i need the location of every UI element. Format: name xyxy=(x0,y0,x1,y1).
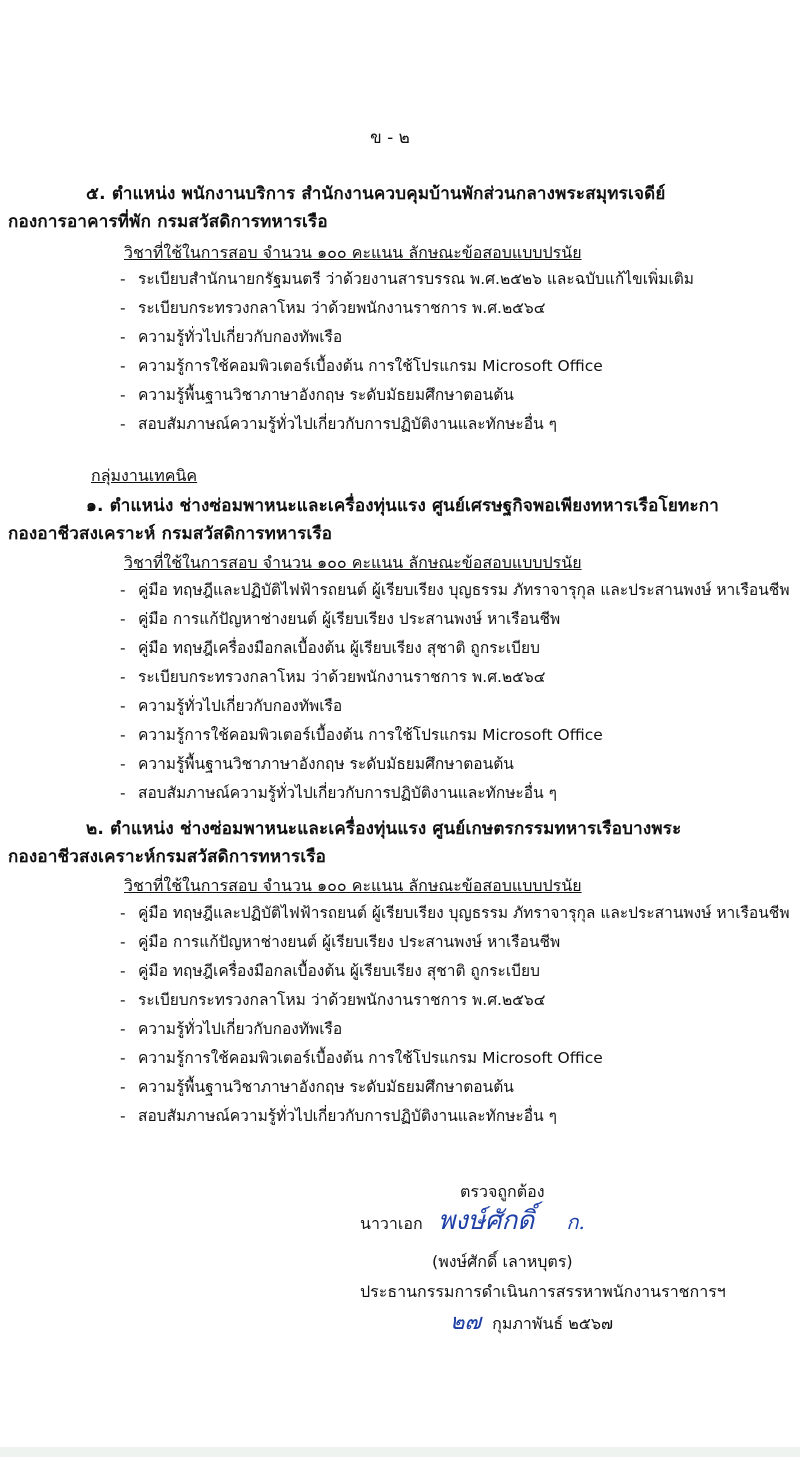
position2-title-line2: กองอาชีวสงเคราะห์กรมสวัสดิการทหารเรือ xyxy=(8,847,327,867)
scan-edge xyxy=(0,1447,800,1457)
list-item: - ความรู้การใช้คอมพิวเตอร์เบื้องต้น การใช้โปรแกรม Microsoft Office xyxy=(120,721,790,750)
date-day-handwritten: ๒๗ xyxy=(450,1310,482,1335)
list-item: - ความรู้ทั่วไปเกี่ยวกับกองทัพเรือ xyxy=(120,323,694,352)
position2-title xyxy=(8,815,788,871)
list-item: - ระเบียบกระทรวงกลาโหม ว่าด้วยพนักงานราชการ พ.ศ.๒๕๖๔ xyxy=(120,663,790,692)
list-item: - ความรู้ทั่วไปเกี่ยวกับกองทัพเรือ xyxy=(120,1015,790,1044)
signer-name: (พงษ์ศักดิ์ เลาหบุตร) xyxy=(432,1252,573,1271)
position1-items xyxy=(120,576,790,808)
list-item: - สอบสัมภาษณ์ความรู้ทั่วไปเกี่ยวกับการปฏิบัติงานและทักษะอื่น ๆ xyxy=(120,779,790,808)
rank-label: นาวาเอก xyxy=(360,1214,423,1233)
position1-title-line2: กองอาชีวสงเคราะห์ กรมสวัสดิการทหารเรือ xyxy=(8,524,333,544)
list-item: - คู่มือ ทฤษฎีและปฏิบัติไฟฟ้ารถยนต์ ผู้เรียบเรียง บุญธรรม ภัทราจารุกุล และประสานพงษ์ หาเรือนชีพ xyxy=(120,899,790,928)
list-item: - ความรู้การใช้คอมพิวเตอร์เบื้องต้น การใช้โปรแกรม Microsoft Office xyxy=(120,1044,790,1073)
position1-subhead: วิชาที่ใช้ในการสอบ จำนวน ๑๐๐ คะแนน ลักษณะข้อสอบแบบปรนัย xyxy=(124,553,582,572)
section5-title-line2: กองการอาคารที่พัก กรมสวัสดิการทหารเรือ xyxy=(8,212,328,232)
list-item: - สอบสัมภาษณ์ความรู้ทั่วไปเกี่ยวกับการปฏิบัติงานและทักษะอื่น ๆ xyxy=(120,1102,790,1131)
page-number: ข - ๒ xyxy=(370,128,410,148)
list-item: - ความรู้ทั่วไปเกี่ยวกับกองทัพเรือ xyxy=(120,692,790,721)
list-item: - คู่มือ ทฤษฎีเครื่องมือกลเบื้องต้น ผู้เรียบเรียง สุชาติ ถูกระเบียบ xyxy=(120,634,790,663)
list-item: - คู่มือ การแก้ปัญหาช่างยนต์ ผู้เรียบเรียง ประสานพงษ์ หาเรือนชีพ xyxy=(120,605,790,634)
section5-title-line1: ๕. ตำแหน่ง พนักงานบริการ สำนักงานควบคุมบ้านพักส่วนกลางพระสมุทรเจดีย์ xyxy=(86,184,666,204)
position2-subhead: วิชาที่ใช้ในการสอบ จำนวน ๑๐๐ คะแนน ลักษณะข้อสอบแบบปรนัย xyxy=(124,876,582,895)
list-item: - ความรู้พื้นฐานวิชาภาษาอังกฤษ ระดับมัธยมศึกษาตอนต้น xyxy=(120,750,790,779)
list-item: - ความรู้พื้นฐานวิชาภาษาอังกฤษ ระดับมัธยมศึกษาตอนต้น xyxy=(120,1073,790,1102)
signature-text: พงษ์ศักดิ์ xyxy=(438,1206,535,1236)
section5-title xyxy=(8,180,788,236)
list-item: - สอบสัมภาษณ์ความรู้ทั่วไปเกี่ยวกับการปฏิบัติงานและทักษะอื่น ๆ xyxy=(120,410,694,439)
position2-items xyxy=(120,899,790,1131)
signature-suffix: ก. xyxy=(566,1210,585,1234)
list-item: - ระเบียบกระทรวงกลาโหม ว่าด้วยพนักงานราชการ พ.ศ.๒๕๖๔ xyxy=(120,294,694,323)
list-item: - ระเบียบสำนักนายกรัฐมนตรี ว่าด้วยงานสารบรรณ พ.ศ.๒๕๒๖ และฉบับแก้ไขเพิ่มเติม xyxy=(120,265,694,294)
handwritten-signature xyxy=(438,1200,585,1241)
section5-items xyxy=(120,265,694,439)
list-item: - คู่มือ ทฤษฎีและปฏิบัติไฟฟ้ารถยนต์ ผู้เรียบเรียง บุญธรรม ภัทราจารุกุล และประสานพงษ์ หาเรือนชีพ xyxy=(120,576,790,605)
list-item: - ความรู้การใช้คอมพิวเตอร์เบื้องต้น การใช้โปรแกรม Microsoft Office xyxy=(120,352,694,381)
position1-title-line1: ๑. ตำแหน่ง ช่างซ่อมพาหนะและเครื่องทุ่นแรง ศูนย์เศรษฐกิจพอเพียงทหารเรือโยทะกา xyxy=(86,496,720,516)
list-item: - คู่มือ การแก้ปัญหาช่างยนต์ ผู้เรียบเรียง ประสานพงษ์ หาเรือนชีพ xyxy=(120,928,790,957)
list-item: - คู่มือ ทฤษฎีเครื่องมือกลเบื้องต้น ผู้เรียบเรียง สุชาติ ถูกระเบียบ xyxy=(120,957,790,986)
position1-title xyxy=(8,492,788,548)
date-month-year: กุมภาพันธ์ ๒๕๖๗ xyxy=(492,1314,614,1333)
section5-subhead: วิชาที่ใช้ในการสอบ จำนวน ๑๐๐ คะแนน ลักษณะข้อสอบแบบปรนัย xyxy=(124,243,582,262)
signer-role: ประธานกรรมการดำเนินการสรรหาพนักงานราชการฯ xyxy=(360,1282,726,1301)
verified-label: ตรวจถูกต้อง xyxy=(460,1182,545,1201)
technical-group-heading: กลุ่มงานเทคนิค xyxy=(91,466,198,485)
position2-title-line1: ๒. ตำแหน่ง ช่างซ่อมพาหนะและเครื่องทุ่นแรง ศูนย์เกษตรกรรมทหารเรือบางพระ xyxy=(86,819,682,839)
signature-date xyxy=(450,1304,613,1339)
list-item: - ระเบียบกระทรวงกลาโหม ว่าด้วยพนักงานราชการ พ.ศ.๒๕๖๔ xyxy=(120,986,790,1015)
list-item: - ความรู้พื้นฐานวิชาภาษาอังกฤษ ระดับมัธยมศึกษาตอนต้น xyxy=(120,381,694,410)
